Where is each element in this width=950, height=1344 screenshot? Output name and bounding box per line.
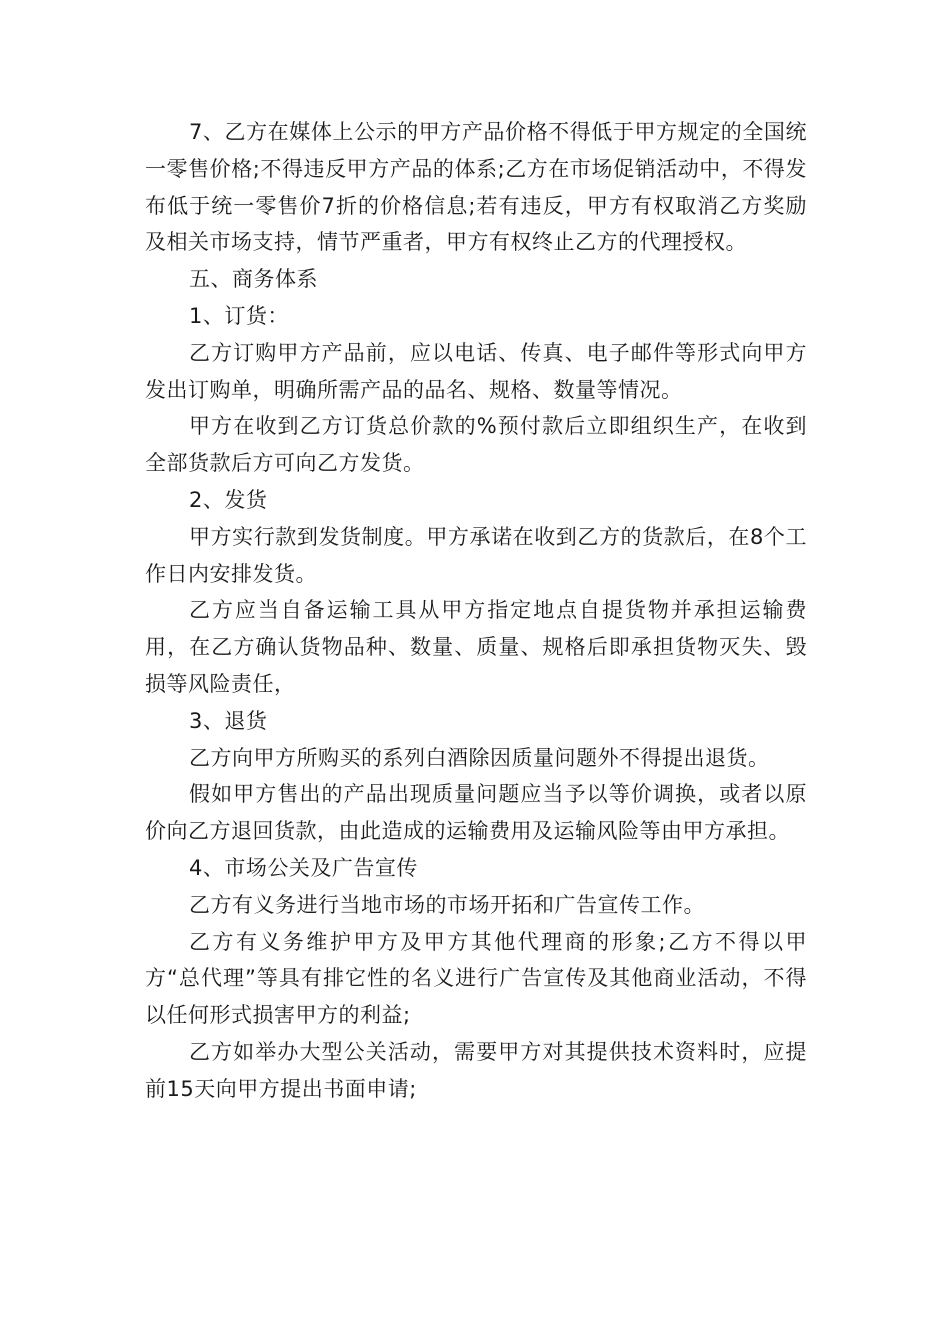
- heading-returns: 3、退货: [189, 708, 268, 733]
- document-body: [145, 114, 807, 1108]
- paragraph-market-development: 乙方有义务进行当地市场的市场开拓和广告宣传工作。: [189, 892, 705, 917]
- paragraph-pr-events: 乙方如举办大型公关活动，需要甲方对其提供技术资料时，应提前15天向甲方提出书面申请;: [145, 1039, 807, 1101]
- heading-business-system: 五、商务体系: [189, 267, 318, 292]
- paragraph-transport: 乙方应当自备运输工具从甲方指定地点自提货物并承担运输费用，在乙方确认货物品种、数量、质量、规格后即承担货物灭失、毁损等风险责任，: [145, 598, 807, 696]
- heading-ordering: 1、订货：: [189, 303, 289, 328]
- paragraph-no-returns: 乙方向甲方所购买的系列白酒除因质量问题外不得提出退货。: [189, 745, 770, 770]
- heading-delivery: 2、发货: [189, 487, 268, 512]
- heading-pr-advertising: 4、市场公关及广告宣传: [189, 855, 418, 880]
- paragraph-price-clause: 7、乙方在媒体上公示的甲方产品价格不得低于甲方规定的全国统一零售价格;不得违反甲方产品的体系;乙方在市场促销活动中，不得发布低于统一零售价7折的价格信息;若有违反，甲方有权取消乙方奖励及相关市场支持，情节严重者，甲方有权终止乙方的代理授权。: [145, 120, 807, 255]
- paragraph-brand-image: 乙方有义务维护甲方及甲方其他代理商的形象;乙方不得以甲方“总代理”等具有排它性的名义进行广告宣传及其他商业活动，不得以任何形式损害甲方的利益;: [145, 929, 807, 1028]
- paragraph-quality-exchange: 假如甲方售出的产品出现质量问题应当予以等价调换，或者以原价向乙方退回货款，由此造成的运输费用及运输风险等由甲方承担。: [145, 782, 807, 844]
- paragraph-prepayment: 甲方在收到乙方订货总价款的%预付款后立即组织生产，在收到全部货款后方可向乙方发货。: [145, 414, 807, 476]
- paragraph-delivery-policy: 甲方实行款到发货制度。甲方承诺在收到乙方的货款后，在8个工作日内安排发货。: [145, 524, 807, 586]
- paragraph-order-form: 乙方订购甲方产品前，应以电话、传真、电子邮件等形式向甲方发出订购单，明确所需产品的品名、规格、数量等情况。: [145, 340, 807, 402]
